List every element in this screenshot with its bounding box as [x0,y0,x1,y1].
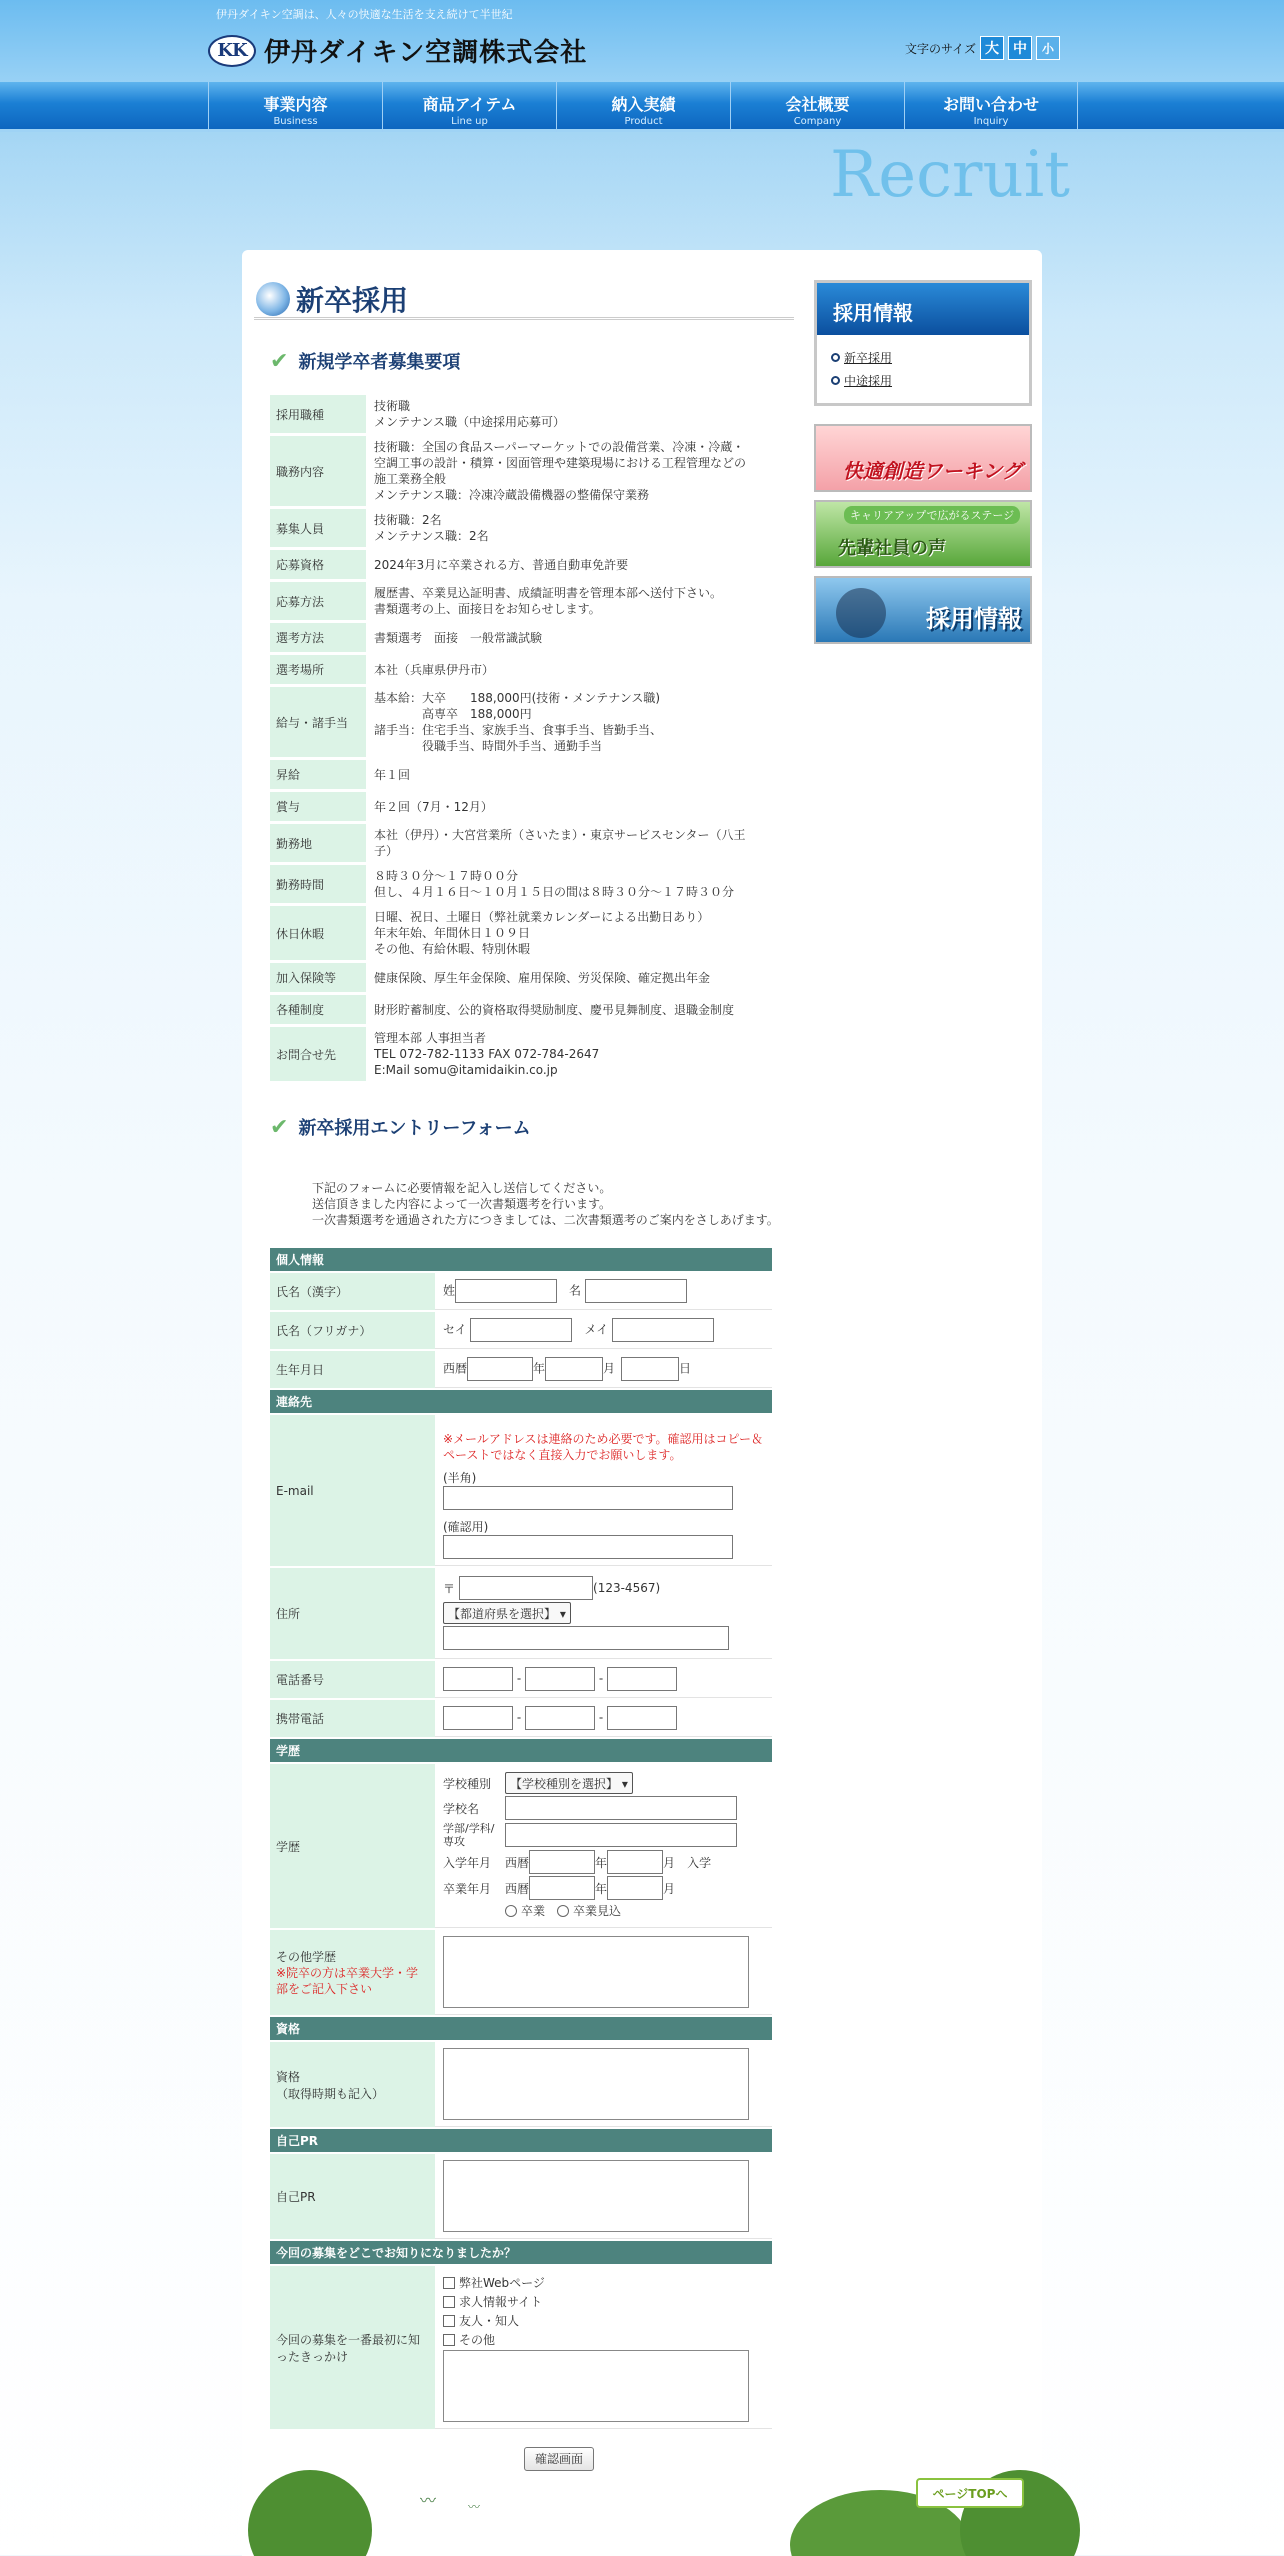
requirement-row [270,395,764,433]
mobile-3-input[interactable] [607,1706,677,1730]
font-size-label: 文字のサイズ [905,41,977,56]
form-row-birth [270,1351,772,1388]
page-top-button[interactable]: ページTOPへ [916,2478,1024,2508]
dash: - [598,1710,604,1725]
sidebar-link-new-grad[interactable] [831,349,1015,366]
first-name-input[interactable] [585,1279,687,1303]
mobile-1-input[interactable] [443,1706,513,1730]
recruit-heading-art: Recruit [830,138,1070,212]
form-row-other-education [270,1930,772,2015]
bullet-icon [831,376,840,385]
tel-2-input[interactable] [525,1667,595,1691]
tel-1-input[interactable] [443,1667,513,1691]
option-label: 求人情報サイト [459,2295,543,2309]
field-label: 携帯電話 [270,1700,435,1737]
requirement-value [366,436,764,506]
page-title: 新卒採用 [296,283,409,317]
requirement-row [270,963,764,992]
year-label: 年 [533,1361,546,1376]
banner-text: 快適創造ワーキング [842,459,1022,483]
birth-year-input[interactable] [467,1357,533,1381]
requirement-row [270,995,764,1024]
requirement-value [366,1027,764,1081]
requirement-line: 技術職 [374,399,411,413]
requirement-line: 財形貯蓄制度、公的資格取得奨励制度、慶弔見舞制度、退職金制度 [374,1002,735,1017]
address-input[interactable] [443,1626,729,1650]
logo-mark: KK [208,35,256,67]
requirement-line: ８時３０分～１７時００分 [374,869,519,883]
nav-business[interactable] [208,82,382,132]
form-row-qualifications [270,2042,772,2127]
source-other-textarea[interactable] [443,2350,749,2422]
form-section-source [270,2241,772,2264]
requirement-line: メンテナンス職：冷凍冷蔵設備機器の整備保守業務 [374,488,650,502]
postal-code-input[interactable] [459,1576,593,1600]
requirement-line: 書類選考の上、面接日をお知らせします。 [374,602,601,616]
requirement-label: 給与・諸手当 [270,687,366,757]
requirement-row [270,906,764,960]
requirement-line: 本社（伊丹）・大宮営業所（さいたま）・東京サービスセンター（八王子） [374,828,746,858]
field-label: 氏名（フリガナ） [270,1312,435,1349]
nav-lineup[interactable] [382,82,556,132]
requirement-row [270,509,764,547]
seireki-label: 西暦 [505,1881,530,1896]
other-education-textarea[interactable] [443,1936,749,2008]
requirement-row [270,582,764,620]
last-name-kana-input[interactable] [470,1318,572,1342]
nav-sublabel: Business [273,116,318,127]
global-nav [0,82,1284,132]
confirm-button[interactable]: 確認画面 [524,2447,594,2471]
seireki-label: 西暦 [505,1855,530,1870]
requirement-value [366,395,764,433]
requirement-line: 2024年3月に卒業される方、普通自動車免許要 [374,557,629,572]
requirement-line: 年末年始、年間休日１０９日 [374,926,531,940]
requirement-line: 技術職：全国の食品スーパーマーケットでの設備営業、冷凍・冷蔵・空調工事の設計・積算・図面管理や建築現場における工程管理などの施工業務全般 [374,440,747,486]
section-heading-requirements [254,348,794,374]
form-row-education [270,1764,772,1928]
requirement-line[interactable]: E:Mail somu@itamidaikin.co.jp [374,1063,558,1077]
banner-working[interactable] [814,424,1032,492]
form-intro [312,1180,794,1228]
recruit-menu [814,280,1032,406]
enroll-label: 入学年月 [443,1855,492,1870]
day-label: 日 [679,1361,692,1376]
sei-label: 姓 [443,1283,456,1298]
requirement-line: TEL 072-782-1133 FAX 072-784-2647 [374,1047,600,1061]
requirement-label: 各種制度 [270,995,366,1024]
requirement-row [270,1027,764,1081]
field-label: 学歴 [270,1764,435,1928]
bird-icon: 〰 [420,2491,437,2510]
font-size-switcher [905,36,1060,60]
intro-line: 一次書類選考を通過された方につきましては、二次書類選考のご案内をさしあげます。 [312,1213,779,1227]
link-label: 中途採用 [844,374,893,388]
globe-icon [256,282,290,316]
requirement-line: 履歴書、卒業見込証明書、成績証明書を管理本部へ送付下さい。 [374,586,723,600]
requirement-row [270,824,764,862]
source-other-checkbox[interactable] [443,2334,455,2346]
requirement-label: 休日休暇 [270,906,366,960]
tel-3-input[interactable] [607,1667,677,1691]
requirement-row [270,655,764,684]
graduated-label: 卒業 [521,1904,546,1918]
section-label: 今回の募集をどこでお知りになりましたか？ [270,2241,772,2264]
section-label: 個人情報 [270,1248,772,1271]
sidebar [814,280,1032,644]
year-label: 年 [595,1881,608,1896]
requirement-line: 本社（兵庫県伊丹市） [374,662,495,677]
dash: - [598,1671,604,1686]
faculty-input[interactable] [505,1823,737,1847]
expected-grad-radio[interactable] [557,1905,569,1917]
section-label: 連絡先 [270,1390,772,1413]
requirement-line: 年１回 [374,767,411,782]
grad-month-input[interactable] [607,1876,663,1900]
tagline: 伊丹ダイキン空調は、人々の快適な生活を支え続けて半世紀 [216,8,513,21]
nav-label: 商品アイテム [422,95,517,114]
school-type-select[interactable]: 【学校種別を選択】 ▾ [505,1772,633,1794]
source-web-checkbox[interactable] [443,2277,455,2289]
requirement-line: 但し、４月１６日～１０月１５日の間は８時３０分～１７時３０分 [374,885,735,899]
email-input[interactable] [443,1486,733,1510]
email-confirm-input[interactable] [443,1535,733,1559]
check-icon: ✔ [270,348,289,374]
form-row-email [270,1415,772,1566]
sei-kana-label: セイ [443,1322,467,1337]
requirement-line: 役職手当、時間外手当、通勤手当 [374,739,603,753]
nav-sublabel: Line up [451,116,488,127]
section-label: 資格 [270,2017,772,2040]
enroll-suffix: 入学 [687,1855,712,1870]
source-job-site-checkbox[interactable] [443,2296,455,2308]
requirement-row [270,436,764,506]
requirement-value [366,906,764,960]
banner-subtext: キャリアアップで広がるステージ [844,506,1020,524]
school-type-label: 学校種別 [443,1776,492,1791]
form-section-contact [270,1390,772,1413]
font-size-small-button[interactable]: 小 [1036,36,1060,60]
requirement-value [366,655,764,684]
last-name-input[interactable] [455,1279,557,1303]
requirement-row [270,687,764,757]
banner-recruit-info[interactable] [814,576,1032,644]
form-section-personal [270,1248,772,1271]
requirement-label: 応募資格 [270,550,366,579]
dash: - [516,1671,522,1686]
field-label: 住所 [270,1568,435,1659]
requirement-value [366,687,764,757]
banner-text: 採用情報 [926,605,1022,633]
first-name-kana-input[interactable] [612,1318,714,1342]
requirement-label: お問合せ先 [270,1027,366,1081]
section-title: 新規学卒者募集要項 [298,352,461,373]
nav-sublabel: Inquiry [973,116,1009,127]
main-content [254,280,794,2471]
nav-label: 会社概要 [785,95,850,114]
requirement-line: 高専卒 188,000円 [374,707,532,721]
requirement-label: 採用職種 [270,395,366,433]
requirement-label: 勤務地 [270,824,366,862]
field-label: 自己PR [270,2154,435,2239]
requirement-value [366,792,764,821]
grad-label: 卒業年月 [443,1881,492,1896]
requirement-line: 年２回（7月・12月） [374,799,493,814]
birth-month-input[interactable] [545,1357,603,1381]
nav-company[interactable] [730,82,904,132]
expected-grad-label: 卒業見込 [573,1904,622,1918]
field-label: 氏名（漢字） [270,1273,435,1310]
month-label: 月 [603,1361,616,1376]
form-section-pr [270,2129,772,2152]
requirement-label: 賞与 [270,792,366,821]
check-icon: ✔ [270,1114,289,1140]
qualifications-textarea[interactable] [443,2048,749,2120]
intro-line: 下記のフォームに必要情報を記入し送信してください。 [312,1181,612,1195]
school-type-select-value: 【学校種別を選択】 [510,1777,619,1791]
nav-sublabel: Company [793,116,842,127]
intro-line: 送信頂きました内容によって一次書類選考を行います。 [312,1197,612,1211]
nav-label: お問い合わせ [942,95,1039,114]
month-label: 月 [663,1881,676,1896]
prefecture-select[interactable]: 【都道府県を選択】 ▾ [443,1602,571,1624]
nav-inquiry[interactable] [904,82,1078,132]
confirm-label: (確認用) [443,1520,489,1534]
requirement-label: 選考場所 [270,655,366,684]
requirement-label: 加入保険等 [270,963,366,992]
birth-day-input[interactable] [621,1357,679,1381]
link-label: 新卒採用 [844,351,893,365]
sidebar-link-mid-career[interactable] [831,372,1015,389]
runner-icon [836,588,886,638]
requirement-row [270,792,764,821]
banner-text: 先輩社員の声 [838,538,946,559]
requirement-value [366,760,764,789]
entry-form [270,1246,772,2431]
font-size-large-button[interactable]: 大 [980,36,1004,60]
site-header [0,0,1284,82]
field-label: 電話番号 [270,1661,435,1698]
field-label: 資格 [276,2069,301,2084]
section-title: 新卒採用エントリーフォーム [298,1118,531,1139]
nav-label: 納入実績 [611,95,676,114]
logo-text: 伊丹ダイキン空調株式会社 [264,38,588,68]
requirement-line: 管理本部 人事担当者 [374,1031,486,1045]
form-row-pr [270,2154,772,2239]
option-label: その他 [459,2333,496,2347]
option-label: 弊社Webページ [459,2276,545,2290]
requirement-value [366,995,764,1024]
requirement-row [270,760,764,789]
company-logo[interactable] [208,32,587,69]
requirement-row [270,550,764,579]
form-section-qualifications [270,2017,772,2040]
requirement-line: 技術職：2名 [374,513,442,527]
form-row-source [270,2266,772,2429]
nav-product[interactable] [556,82,730,132]
requirements-table [270,392,764,1084]
grad-year-input[interactable] [529,1876,595,1900]
qual-note: （取得時期も記入） [276,2086,385,2101]
section-label: 自己PR [270,2129,772,2152]
prefecture-select-value: 【都道府県を選択】 [448,1607,557,1621]
nav-sublabel: Product [624,116,663,127]
self-pr-textarea[interactable] [443,2160,749,2232]
form-row-address [270,1568,772,1659]
requirement-label: 募集人員 [270,509,366,547]
requirement-label: 応募方法 [270,582,366,620]
requirement-value [366,550,764,579]
hankaku-label: (半角) [443,1471,477,1485]
requirement-label: 勤務時間 [270,865,366,903]
requirement-label: 昇給 [270,760,366,789]
banner-senior-voices[interactable] [814,500,1032,568]
content-panel [242,250,1042,2556]
form-section-education [270,1739,772,1762]
source-friend-checkbox[interactable] [443,2315,455,2327]
enroll-year-input[interactable] [529,1850,595,1874]
requirement-line: 健康保険、厚生年金保険、雇用保険、労災保険、確定拠出年金 [374,970,711,985]
postal-hint: (123-4567) [593,1581,661,1595]
requirement-value [366,623,764,652]
postal-mark: 〒 [443,1581,456,1596]
field-label: E-mail [270,1415,435,1566]
requirement-row [270,623,764,652]
requirement-value [366,824,764,862]
requirement-row [270,865,764,903]
form-row-name [270,1273,772,1310]
dash: - [516,1710,522,1725]
option-label: 友人・知人 [459,2314,520,2328]
month-label: 月 [663,1855,676,1870]
bullet-icon [831,353,840,362]
requirement-label: 選考方法 [270,623,366,652]
bird-icon: 〰 [468,2500,481,2514]
requirement-line: 書類選考 面接 一般常識試験 [374,630,543,645]
requirement-line: メンテナンス職：2名 [374,529,489,543]
requirement-value [366,582,764,620]
sidebar-title: 採用情報 [817,283,1029,335]
requirement-line: 基本給：大卒 188,000円(技術・メンテナンス職) [374,691,661,705]
school-name-input[interactable] [505,1796,737,1820]
requirement-line: 諸手当：住宅手当、家族手当、食事手当、皆勤手当、 [374,723,663,737]
seireki-label: 西暦 [443,1361,468,1376]
requirement-line: その他、有給休暇、特別休暇 [374,942,531,956]
requirement-label: 職務内容 [270,436,366,506]
year-label: 年 [595,1855,608,1870]
requirement-value [366,865,764,903]
mobile-2-input[interactable] [525,1706,595,1730]
enroll-month-input[interactable] [607,1850,663,1874]
requirement-value [366,509,764,547]
email-note: ※メールアドレスは連絡のため必要です。確認用はコピー＆ペーストではなく直接入力でお願いします。 [443,1432,764,1462]
page-title-bar [254,280,794,320]
section-heading-entry-form [254,1114,794,1140]
requirement-line: メンテナンス職（中途採用応募可） [374,415,566,429]
requirement-line: 日曜、祝日、土曜日（弊社就業カレンダーによる出勤日あり） [374,910,710,924]
mei-label: 名 [569,1283,582,1298]
form-row-kana [270,1312,772,1349]
font-size-medium-button[interactable]: 中 [1008,36,1032,60]
field-label: その他学歴 [276,1950,337,1964]
field-label: 今回の募集を一番最初に知ったきっかけ [270,2266,435,2429]
form-row-tel [270,1661,772,1698]
form-row-mobile [270,1700,772,1737]
other-edu-note: ※院卒の方は卒業大学・学部をご記入下さい [276,1966,419,1996]
requirement-value [366,963,764,992]
section-label: 学歴 [270,1739,772,1762]
school-name-label: 学校名 [443,1801,480,1816]
mei-kana-label: メイ [584,1322,609,1337]
field-label: 生年月日 [270,1351,435,1388]
nav-label: 事業内容 [263,95,328,114]
faculty-label: 学部/学科/専攻 [443,1822,495,1848]
graduated-radio[interactable] [505,1905,517,1917]
